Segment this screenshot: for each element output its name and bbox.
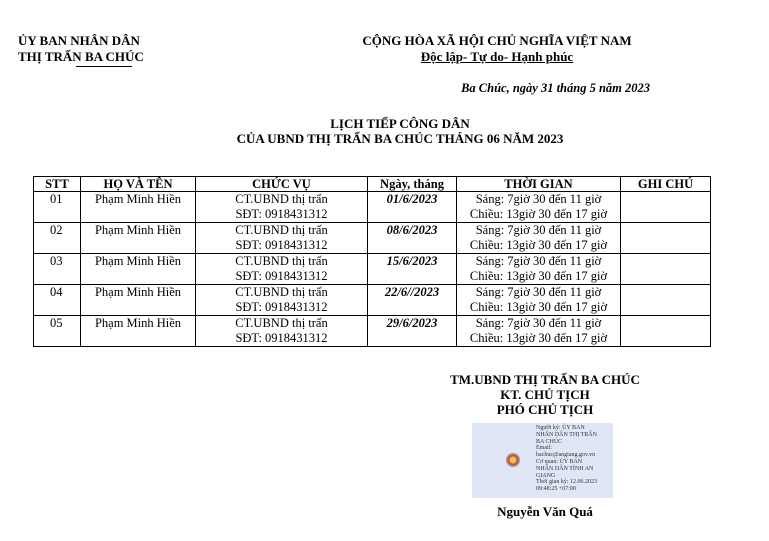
cell-position	[196, 285, 368, 316]
header-position: CHỨC VỤ	[196, 177, 368, 192]
stamp-line: NHÂN DÂN TỈNH AN	[536, 465, 594, 472]
stamp-line: BA CHÚC	[536, 438, 563, 445]
header-stt: STT	[34, 177, 81, 192]
title-line1: LỊCH TIẾP CÔNG DÂN	[330, 116, 470, 131]
position-phone: SĐT: 0918431312	[235, 331, 328, 345]
time-morning: Sáng: 7giờ 30 đến 11 giờ	[475, 192, 602, 206]
cell-stt: 03	[34, 254, 81, 285]
time-morning: Sáng: 7giờ 30 đến 11 giờ	[475, 254, 602, 268]
table-row	[34, 254, 711, 285]
stamp-text	[536, 425, 612, 493]
cell-position	[196, 223, 368, 254]
cell-time	[457, 285, 621, 316]
cell-note	[621, 285, 711, 316]
position-phone: SĐT: 0918431312	[235, 269, 328, 283]
cell-date: 01/6/2023	[368, 192, 457, 223]
position-title: CT.UBND thị trấn	[235, 285, 328, 299]
stamp-line: NHÂN DÂN THỊ TRẤN	[536, 431, 597, 438]
time-morning: Sáng: 7giờ 30 đến 11 giờ	[475, 223, 602, 237]
title-line2: CỦA UBND THỊ TRẤN BA CHÚC THÁNG 06 NĂM 2023	[236, 131, 564, 146]
cell-note	[621, 192, 711, 223]
stamp-line: Người ký: ỦY BAN	[536, 425, 585, 431]
cell-time	[457, 316, 621, 347]
cell-name: Phạm Minh Hiền	[81, 192, 196, 223]
cell-name: Phạm Minh Hiền	[81, 285, 196, 316]
seal-icon	[506, 453, 520, 467]
position-title: CT.UBND thị trấn	[235, 192, 328, 206]
org-name-line1: ỦY BAN NHÂN DÂN	[18, 33, 140, 48]
header-name: HỌ VÀ TÊN	[81, 177, 196, 192]
org-underline	[76, 66, 132, 67]
position-title: CT.UBND thị trấn	[235, 316, 328, 330]
time-afternoon: Chiều: 13giờ 30 đến 17 giờ	[469, 331, 608, 345]
stamp-line: 09:48:25 +07:00	[536, 486, 576, 493]
cell-time	[457, 192, 621, 223]
cell-name: Phạm Minh Hiền	[81, 316, 196, 347]
signature-org: TM.UBND THỊ TRẤN BA CHÚC	[450, 372, 640, 387]
time-morning: Sáng: 7giờ 30 đến 11 giờ	[475, 285, 602, 299]
national-motto: Độc lập- Tự do- Hạnh phúc	[420, 49, 574, 64]
stamp-line: Cơ quan: ỦY BAN	[536, 458, 583, 465]
time-afternoon: Chiều: 13giờ 30 đến 17 giờ	[469, 300, 608, 314]
cell-stt: 01	[34, 192, 81, 223]
cell-date: 08/6/2023	[368, 223, 457, 254]
position-title: CT.UBND thị trấn	[235, 254, 328, 268]
time-morning: Sáng: 7giờ 30 đến 11 giờ	[475, 316, 602, 330]
position-phone: SĐT: 0918431312	[235, 207, 328, 221]
cell-position	[196, 254, 368, 285]
national-header	[338, 33, 656, 65]
header-note: GHI CHÚ	[621, 177, 711, 192]
cell-stt: 02	[34, 223, 81, 254]
schedule-table	[33, 176, 711, 347]
table-row	[34, 192, 711, 223]
country-name: CỘNG HÒA XÃ HỘI CHỦ NGHĨA VIỆT NAM	[362, 33, 632, 48]
time-afternoon: Chiều: 13giờ 30 đến 17 giờ	[469, 238, 608, 252]
cell-time	[457, 254, 621, 285]
table-header-row	[34, 177, 711, 192]
stamp-line: Email:	[536, 445, 552, 452]
header-date: Ngày, tháng	[368, 177, 457, 192]
cell-time	[457, 223, 621, 254]
cell-date: 29/6/2023	[368, 316, 457, 347]
cell-name: Phạm Minh Hiền	[81, 254, 196, 285]
org-name-line2: THỊ TRẤN BA CHÚC	[18, 49, 144, 64]
signature-role-kt: KT. CHỦ TỊCH	[500, 387, 590, 402]
header-time: THỜI GIAN	[457, 177, 621, 192]
cell-stt: 05	[34, 316, 81, 347]
cell-note	[621, 316, 711, 347]
cell-date: 22/6//2023	[368, 285, 457, 316]
document-title	[170, 116, 630, 146]
time-afternoon: Chiều: 13giờ 30 đến 17 giờ	[469, 207, 608, 221]
stamp-line: Thời gian ký: 12.06.2023	[536, 479, 598, 486]
time-afternoon: Chiều: 13giờ 30 đến 17 giờ	[469, 269, 608, 283]
signature-block	[410, 372, 680, 417]
position-phone: SĐT: 0918431312	[235, 238, 328, 252]
table-row	[34, 285, 711, 316]
position-phone: SĐT: 0918431312	[235, 300, 328, 314]
document-date: Ba Chúc, ngày 31 tháng 5 năm 2023	[461, 81, 650, 95]
org-header	[18, 33, 144, 67]
digital-signature-stamp	[472, 423, 613, 498]
cell-name: Phạm Minh Hiền	[81, 223, 196, 254]
stamp-line: GIANG	[536, 472, 556, 479]
cell-note	[621, 223, 711, 254]
signer-name: Nguyễn Văn Quá	[497, 504, 593, 519]
table-row	[34, 316, 711, 347]
position-title: CT.UBND thị trấn	[235, 223, 328, 237]
cell-date: 15/6/2023	[368, 254, 457, 285]
cell-position	[196, 192, 368, 223]
signature-role: PHÓ CHỦ TỊCH	[496, 402, 594, 417]
table-row	[34, 223, 711, 254]
cell-position	[196, 316, 368, 347]
cell-stt: 04	[34, 285, 81, 316]
cell-note	[621, 254, 711, 285]
stamp-line: bachuc@angiang.gov.vn	[536, 452, 596, 459]
